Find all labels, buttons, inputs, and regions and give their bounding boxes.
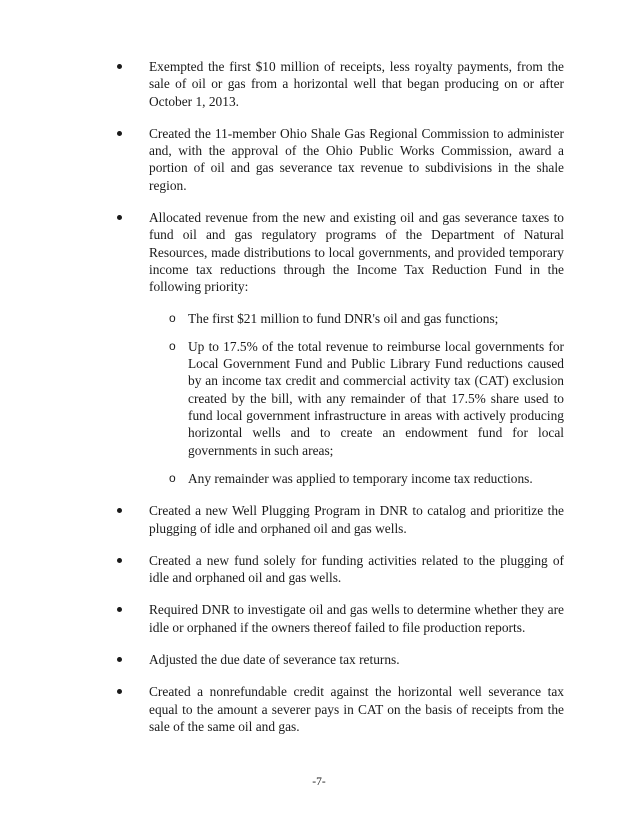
bullet-item: [112, 209, 564, 487]
bullet-icon: [117, 508, 122, 513]
bullet-item: [112, 651, 564, 668]
circle-bullet-icon: o: [169, 338, 176, 353]
bullet-text: Created a new Well Plugging Program in DNR to catalog and prioritize the plugging of idle and orphaned oil and gas wells.: [149, 503, 564, 536]
sub-list: [149, 310, 564, 488]
bullet-text: Adjusted the due date of severance tax returns.: [149, 652, 400, 668]
bullet-icon: [117, 657, 122, 662]
bullet-item: [112, 683, 564, 735]
sub-item-text: The first $21 million to fund DNR's oil and gas functions;: [188, 310, 499, 326]
bullet-item: [112, 552, 564, 587]
circle-bullet-icon: o: [169, 470, 176, 485]
page-number: -7-: [312, 776, 326, 788]
bullet-text: Created a nonrefundable credit against the horizontal well severance tax equal to the amount a severer pays in CAT on the basis of receipts from the sale of the same oil and gas.: [149, 684, 564, 734]
sub-item: [149, 338, 564, 459]
bullet-icon: [117, 689, 122, 694]
bullet-text: Created the 11-member Ohio Shale Gas Regional Commission to administer and, with the approval of the Ohio Public Works Commission, award a portion of oil and gas severance tax revenue to subdivisions in the shale region.: [149, 125, 564, 193]
bullet-icon: [117, 558, 122, 563]
bullet-icon: [117, 607, 122, 612]
circle-bullet-icon: o: [169, 310, 176, 325]
bullet-item: [112, 601, 564, 636]
bullet-text: Required DNR to investigate oil and gas wells to determine whether they are idle or orphaned if the owners thereof failed to file production reports.: [149, 602, 564, 635]
bullet-text: Created a new fund solely for funding activities related to the plugging of idle and orphaned oil and gas wells.: [149, 552, 564, 586]
bullet-item: [112, 125, 564, 194]
bullet-icon: [117, 215, 122, 220]
bullet-text: Allocated revenue from the new and existing oil and gas severance taxes to fund oil and gas regulatory programs of the Department of Natural Resources, made distributions to local governments, and provided temporary income tax reductions through the Income Tax Reduction Fund in the following priority:: [149, 210, 564, 295]
bullet-icon: [117, 64, 122, 69]
bullet-list: [112, 58, 564, 750]
bullet-text: Exempted the first $10 million of receipts, less royalty payments, from the sale of oil or gas from a horizontal well that began producing on or after October 1, 2013.: [149, 59, 564, 109]
sub-item-text: Up to 17.5% of the total revenue to reimburse local governments for Local Government Fund and Public Library Fund reductions caused by an income tax credit and commercial activity tax (CAT) exclusion created by the bill, with any remainder of that 17.5% share used to fund local government infrastructure in areas with actively producing horizontal wells and to create an endowment fund for local governments in such areas;: [188, 338, 564, 458]
bullet-item: [112, 502, 564, 537]
sub-item: [149, 310, 564, 327]
bullet-icon: [117, 131, 122, 136]
sub-item-text: Any remainder was applied to temporary income tax reductions.: [188, 470, 533, 486]
sub-item: [149, 470, 564, 487]
bullet-item: [112, 58, 564, 110]
